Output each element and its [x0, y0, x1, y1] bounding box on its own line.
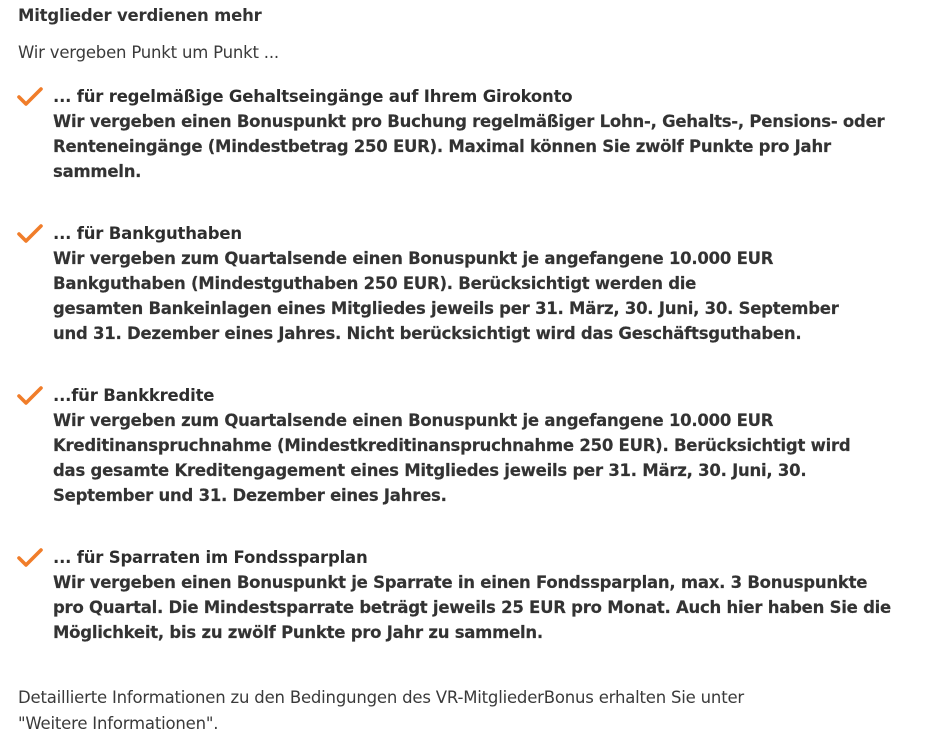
- checkmark-icon: [17, 224, 43, 244]
- checkmark-icon: [17, 548, 43, 568]
- item-text-line: Kreditinanspruchnahme (Mindestkreditinanspruchnahme 250 EUR). Berücksichtigt wird: [53, 436, 851, 455]
- item-text-line: Renteneingänge (Mindestbetrag 250 EUR). Maximal können Sie zwölf Punkte pro Jahr: [53, 137, 831, 156]
- section-intro: Wir vergeben Punkt um Punkt ...: [18, 43, 279, 62]
- item-heading: ... für regelmäßige Gehaltseingänge auf Ihrem Girokonto: [53, 87, 573, 106]
- item-heading: ... für Sparraten im Fondssparplan: [53, 548, 368, 567]
- item-text-line: September und 31. Dezember eines Jahres.: [53, 486, 447, 505]
- item-text-line: gesamten Bankeinlagen eines Mitgliedes jeweils per 31. März, 30. Juni, 30. September: [53, 299, 839, 318]
- footer-text-line: Detaillierte Informationen zu den Bedingungen des VR-MitgliederBonus erhalten Sie unter: [18, 688, 744, 707]
- item-text-line: Wir vergeben zum Quartalsende einen Bonuspunkt je angefangene 10.000 EUR: [53, 411, 774, 430]
- item-text-line: Wir vergeben einen Bonuspunkt je Sparrate in einen Fondssparplan, max. 3 Bonuspunkte: [53, 573, 868, 592]
- footer-text-line: "Weitere Informationen".: [18, 714, 219, 733]
- checkmark-icon: [17, 87, 43, 107]
- item-text-line: Wir vergeben einen Bonuspunkt pro Buchung regelmäßiger Lohn-, Gehalts-, Pensions- oder: [53, 112, 885, 131]
- item-text-line: und 31. Dezember eines Jahres. Nicht berücksichtigt wird das Geschäftsguthaben.: [53, 324, 802, 343]
- item-text-line: Bankguthaben (Mindestguthaben 250 EUR). Berücksichtigt werden die: [53, 274, 697, 293]
- item-text-line: Möglichkeit, bis zu zwölf Punkte pro Jahr zu sammeln.: [53, 623, 543, 642]
- checkmark-icon: [17, 386, 43, 406]
- item-text-line: sammeln.: [53, 162, 142, 181]
- item-text-line: das gesamte Kreditengagement eines Mitgliedes jeweils per 31. März, 30. Juni, 30.: [53, 461, 807, 480]
- item-heading: ... für Bankguthaben: [53, 224, 242, 243]
- item-heading: ...für Bankkredite: [53, 386, 215, 405]
- item-text-line: Wir vergeben zum Quartalsende einen Bonuspunkt je angefangene 10.000 EUR: [53, 249, 774, 268]
- footer-note: [18, 685, 744, 737]
- item-text-line: pro Quartal. Die Mindestsparrate beträgt jeweils 25 EUR pro Monat. Auch hier haben Sie die: [53, 598, 891, 617]
- section-title: Mitglieder verdienen mehr: [18, 6, 262, 25]
